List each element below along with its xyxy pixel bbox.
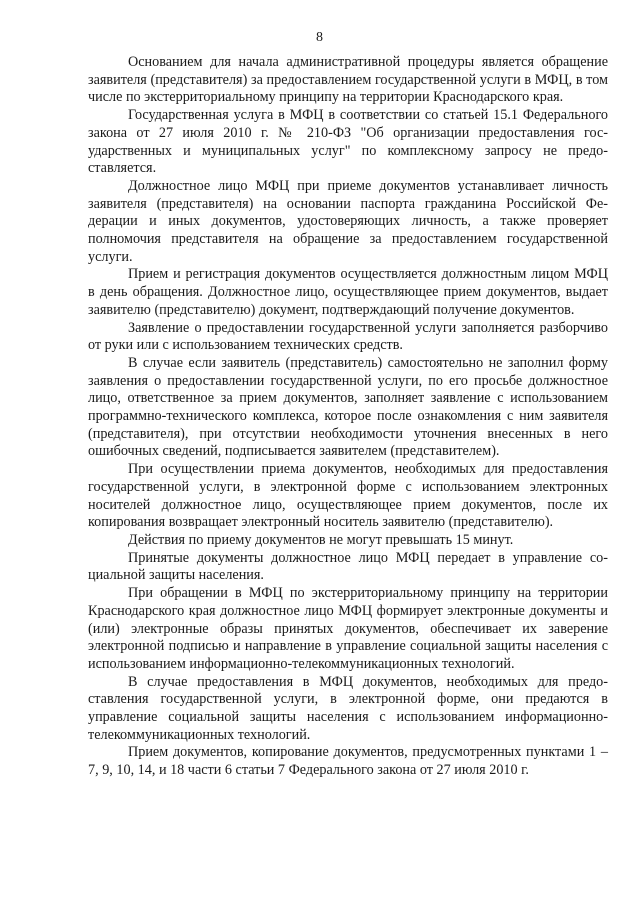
paragraph-transfer: Принятые документы должностное лицо МФЦ передает в управление социальной защиты населения. (88, 549, 608, 584)
paragraph-electronic-media: При осуществлении приема документов, необходимых для предоставления государственной услуги, в электронной форме с использованием электронных носителей должностное лицо, осуществляющее прием документов, после их копирования возвращает электронный носитель заявителю (представителю). (88, 461, 608, 531)
paragraph-registration: Прием и регистрация документов осуществляется должностным лицом МФЦ в день обращения. Должностное лицо, осуществляющее прием документов, выдает заявителю (представителю) документ, подтверждающий получение документов. (88, 266, 608, 318)
paragraph-complex-request: Государственная услуга в МФЦ в соответствии со статьей 15.1 Федерального закона от 27 июля 2010 г. № 210-ФЗ "Об организации предоставления государственных и муниципальных услуг" по комплексному запросу не предоставляется. (88, 107, 608, 177)
document-body (88, 54, 608, 780)
paragraph-extraterritorial: При обращении в МФЦ по экстерриториальному принципу на территории Краснодарского края должностное лицо МФЦ формирует электронные документы и (или) электронные образы принятых документов, обеспечивает их заверение электронной подписью и направление в управление социальной защиты населения с использованием информационно-телекоммуникационных технологий. (88, 585, 608, 672)
paragraph-identity-check: Должностное лицо МФЦ при приеме документов устанавливает личность заявителя (представителя) на основании паспорта гражданина Российской Федерации и иных документов, удостоверяющих личность, а также проверяет полномочия представителя на обращение за предоставлением государственной услуги. (88, 177, 608, 265)
paragraph-electronic-submission: В случае предоставления в МФЦ документов, необходимых для предоставления государственной услуги, в электронной форме, они предаются в управление социальной защиты населения с использованием информационно-телекоммуникационных технологий. (88, 673, 608, 743)
paragraph-application-filling: Заявление о предоставлении государственной услуги заполняется разборчиво от руки или с использованием технических средств. (88, 319, 608, 354)
paragraph-time-limit: Действия по приему документов не могут превышать 15 минут. (128, 531, 514, 548)
paragraph-self-fill-case: В случае если заявитель (представитель) самостоятельно не заполнил форму заявления о предоставлении государственной услуги, по его просьбе должностное лицо, ответственное за прием документов, заполняет заявление с использованием программно-технического комплекса, которое после ознакомления с ним заявителя (представителя), при отсутствии необходимости уточнения внесенных в него ошибочных сведений, подписывается заявителем (представителем). (88, 354, 608, 460)
page-number: 8 (316, 30, 323, 45)
paragraph-basis: Основанием для начала административной процедуры является обращение заявителя (представителя) за предоставлением государственной услуги в МФЦ, в том числе по экстерриториальному принципу на территории Краснодарского края. (88, 54, 608, 106)
paragraph-document-copying: Прием документов, копирование документов, предусмотренных пунктами 1 – 7, 9, 10, 14, и 18 части 6 статьи 7 Федерального закона от 27 июля 2010 г. (88, 744, 608, 779)
